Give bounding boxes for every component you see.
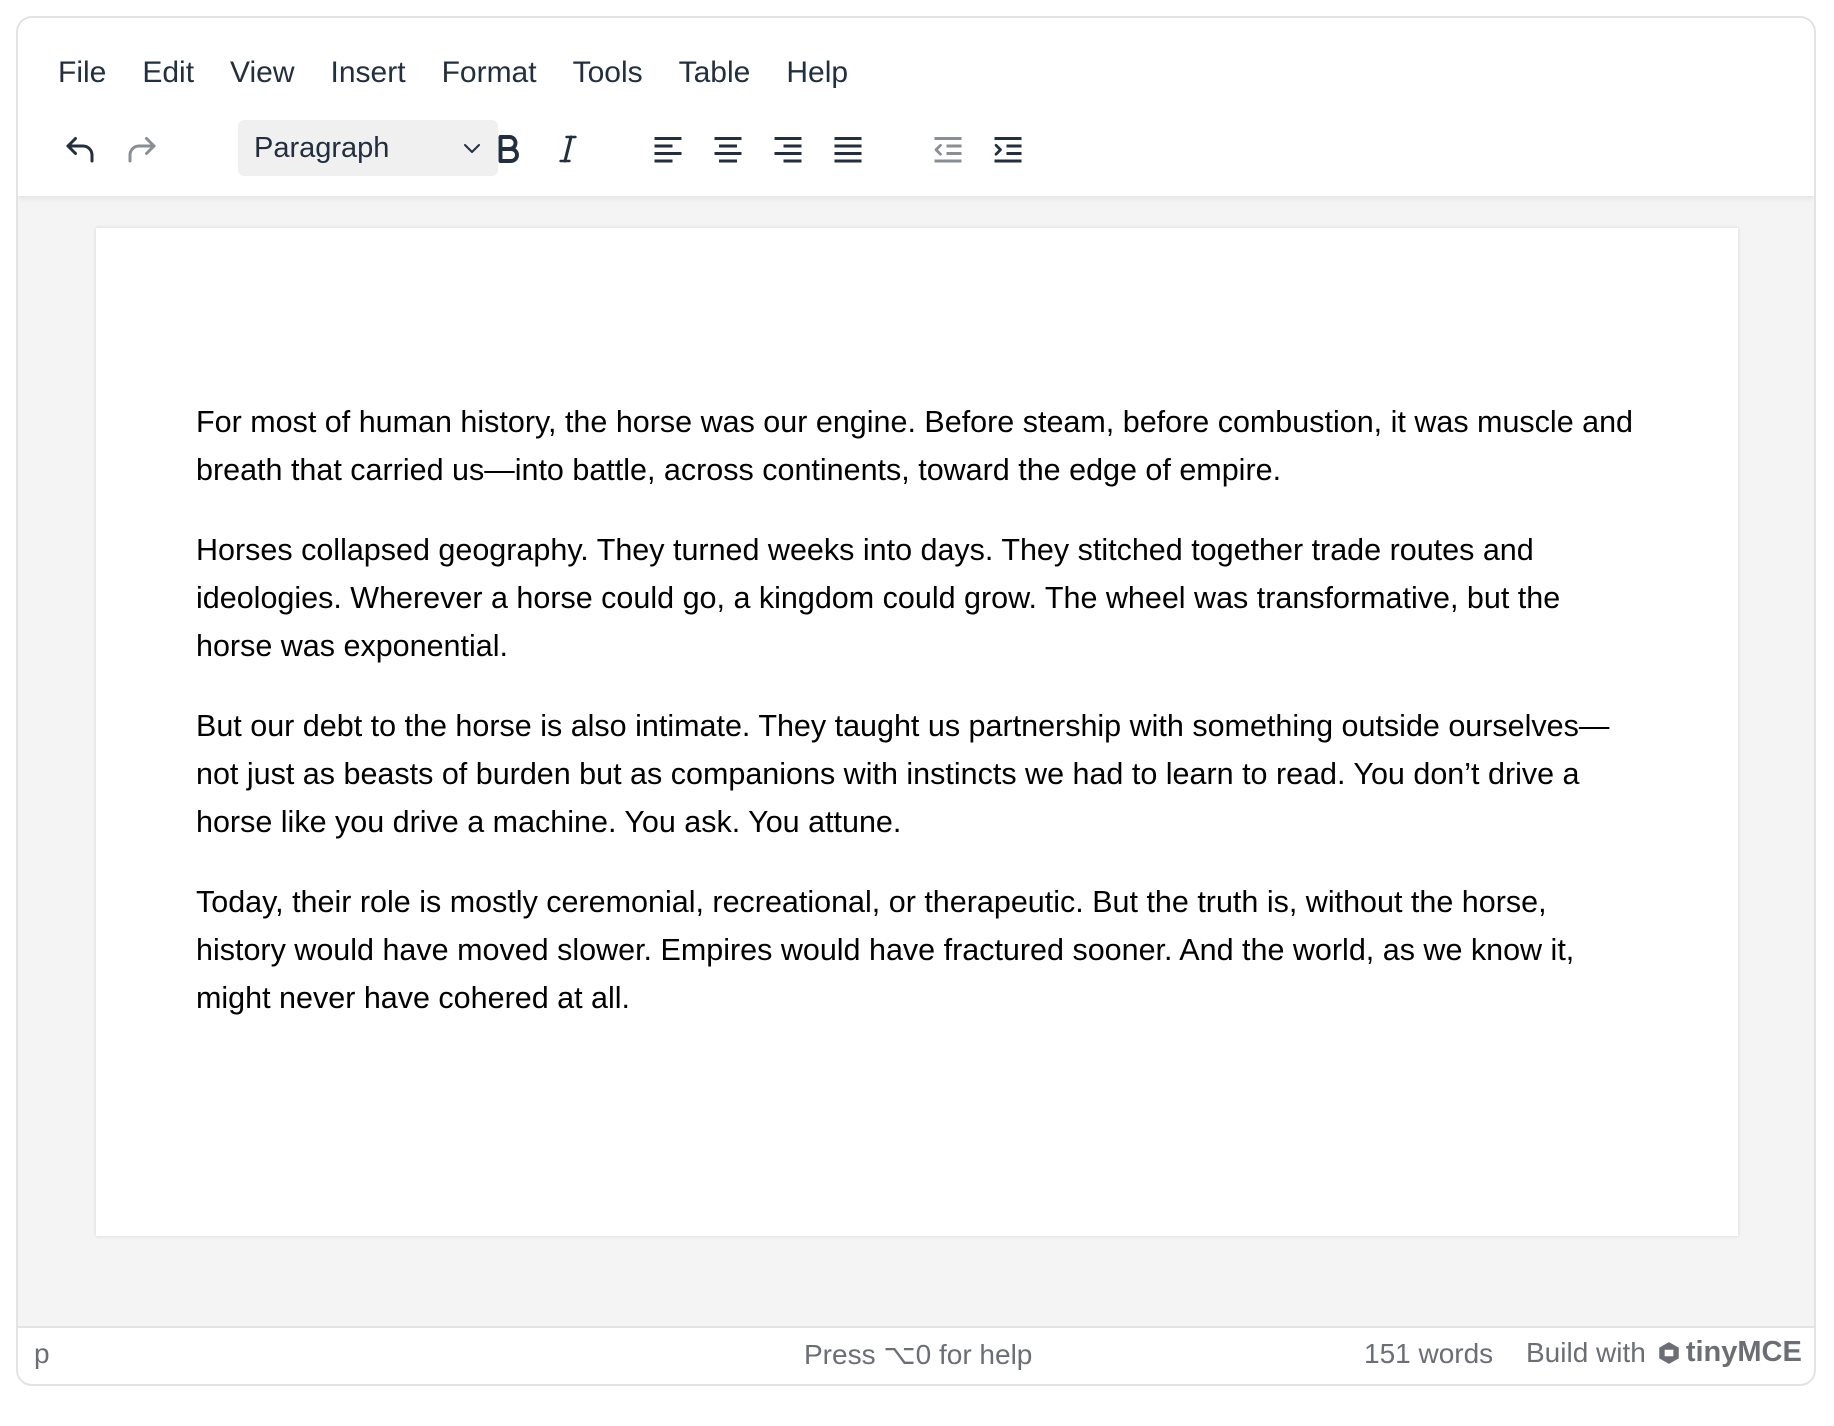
menu-tools[interactable]: Tools bbox=[572, 56, 643, 89]
tinymce-logo-icon bbox=[1656, 1340, 1682, 1366]
align-justify-icon bbox=[830, 131, 866, 167]
outdent-icon bbox=[930, 131, 966, 167]
paragraph[interactable]: Today, their role is mostly ceremonial, recreational, or therapeutic. But the truth is, without the horse, history would have moved slower. Empires would have fractured sooner. And the world, as we know it, might never have cohered at all. bbox=[196, 885, 1575, 1015]
block-format-select[interactable] bbox=[238, 120, 498, 176]
align-left-icon bbox=[650, 131, 686, 167]
brand-prefix: Build with bbox=[1526, 1336, 1646, 1368]
menu-file[interactable]: File bbox=[58, 56, 107, 89]
align-left-button[interactable] bbox=[640, 122, 696, 176]
undo-icon bbox=[62, 131, 98, 167]
bold-button[interactable] bbox=[480, 122, 536, 176]
redo-icon bbox=[124, 131, 160, 167]
paragraph[interactable]: But our debt to the horse is also intimate. They taught us partnership with something outside ourselves—not just as beasts of burden but as companions with instincts we had to learn to read. You don’t drive a horse like you drive a machine. You ask. You attune. bbox=[196, 709, 1610, 839]
menu-view[interactable]: View bbox=[230, 56, 295, 89]
toolbar bbox=[42, 118, 1790, 178]
menubar bbox=[42, 48, 868, 98]
editor-header bbox=[18, 18, 1814, 196]
indent-button[interactable] bbox=[980, 122, 1036, 176]
align-center-button[interactable] bbox=[700, 122, 756, 176]
menu-table[interactable]: Table bbox=[678, 56, 751, 89]
menu-edit[interactable]: Edit bbox=[142, 56, 195, 89]
block-format-value: Paragraph bbox=[254, 131, 390, 164]
outdent-button[interactable] bbox=[920, 122, 976, 176]
italic-icon bbox=[550, 131, 586, 167]
align-center-icon bbox=[710, 131, 746, 167]
help-hint: Press ⌥0 for help bbox=[804, 1339, 1033, 1370]
paragraph[interactable]: Horses collapsed geography. They turned weeks into days. They stitched together trade routes and ideologies. Wherever a horse could go, a kingdom could grow. The wheel was transformative, but the horse was exponential. bbox=[196, 533, 1561, 663]
menu-help[interactable]: Help bbox=[786, 56, 849, 89]
element-path[interactable]: p bbox=[34, 1338, 50, 1369]
document-body[interactable] bbox=[96, 228, 1738, 1236]
undo-button[interactable] bbox=[52, 122, 108, 176]
word-count[interactable]: 151 words bbox=[1364, 1338, 1494, 1369]
paragraph[interactable]: For most of human history, the horse was our engine. Before steam, before combustion, it was muscle and breath that carried us—into battle, across continents, toward the edge of empire. bbox=[196, 405, 1634, 487]
italic-button[interactable] bbox=[540, 122, 596, 176]
align-right-icon bbox=[770, 131, 806, 167]
indent-icon bbox=[990, 131, 1026, 167]
statusbar bbox=[18, 1326, 1814, 1384]
brand-link[interactable] bbox=[1526, 1336, 1802, 1369]
menu-insert[interactable]: Insert bbox=[330, 56, 406, 89]
align-right-button[interactable] bbox=[760, 122, 816, 176]
brand-name: tinyMCE bbox=[1685, 1336, 1802, 1368]
bold-icon bbox=[490, 131, 526, 167]
menu-format[interactable]: Format bbox=[441, 56, 537, 89]
align-justify-button[interactable] bbox=[820, 122, 876, 176]
redo-button[interactable] bbox=[114, 122, 170, 176]
rich-text-editor bbox=[16, 16, 1816, 1386]
